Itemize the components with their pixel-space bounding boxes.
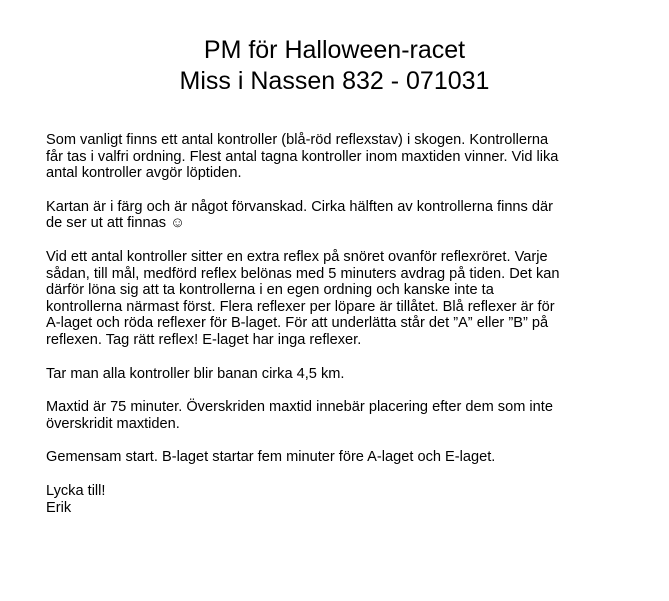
text-line: Som vanligt finns ett antal kontroller (blå-röd reflexstav) i skogen. Kontrollerna (46, 132, 549, 148)
text-line: Tar man alla kontroller blir banan cirka 4,5 km. (46, 365, 345, 382)
paragraph-map (46, 199, 626, 232)
paragraph-start (46, 449, 626, 466)
text-line: Gemensam start. B-laget startar fem minuter före A-laget och E-laget. (46, 449, 496, 466)
text-line: sådan, till mål, medförd reflex belönas med 5 minuters avdrag på tiden. Det kan (46, 265, 560, 282)
document-title: PM för Halloween-racet (203, 36, 466, 64)
text-line: överskridit maxtiden. (46, 415, 180, 432)
text-line: Lycka till! (46, 482, 106, 499)
text-line: de ser ut att finnas ☺ (46, 215, 186, 232)
text-line: Vid ett antal kontroller sitter en extra reflex på snöret ovanför reflexröret. Varje (46, 248, 548, 265)
text-line: får tas i valfri ordning. Flest antal tagna kontroller inom maxtiden vinner. Vid lika (46, 148, 559, 165)
paragraph-rules (46, 132, 626, 182)
text-line: Maxtid är 75 minuter. Överskriden maxtid innebär placering efter dem som inte (46, 399, 553, 416)
text-line: antal kontroller avgör löptiden. (46, 165, 242, 182)
document-body (46, 132, 626, 533)
text-line: Kartan är i färg och är något förvanskad. Cirka hälften av kontrollerna finns där (46, 198, 553, 215)
text-line: reflexen. Tag rätt reflex! E-laget har inga reflexer. (46, 331, 362, 348)
paragraph-distance (46, 366, 626, 383)
paragraph-signoff (46, 483, 626, 516)
text-line: A-laget och röda reflexer för B-laget. För att underlätta står det ”A” eller ”B” på (46, 315, 549, 332)
paragraph-maxtime (46, 399, 626, 432)
document-subtitle: Miss i Nassen 832 - 071031 (179, 67, 490, 95)
text-line: därför löna sig att ta kontrollerna i en egen ordning och kanske inte ta (46, 282, 494, 299)
signature-text: Erik (46, 499, 72, 516)
paragraph-reflexes (46, 249, 626, 349)
text-line: kontrollerna närmast först. Flera reflexer per löpare är tillåtet. Blå reflexer är för (46, 298, 555, 315)
